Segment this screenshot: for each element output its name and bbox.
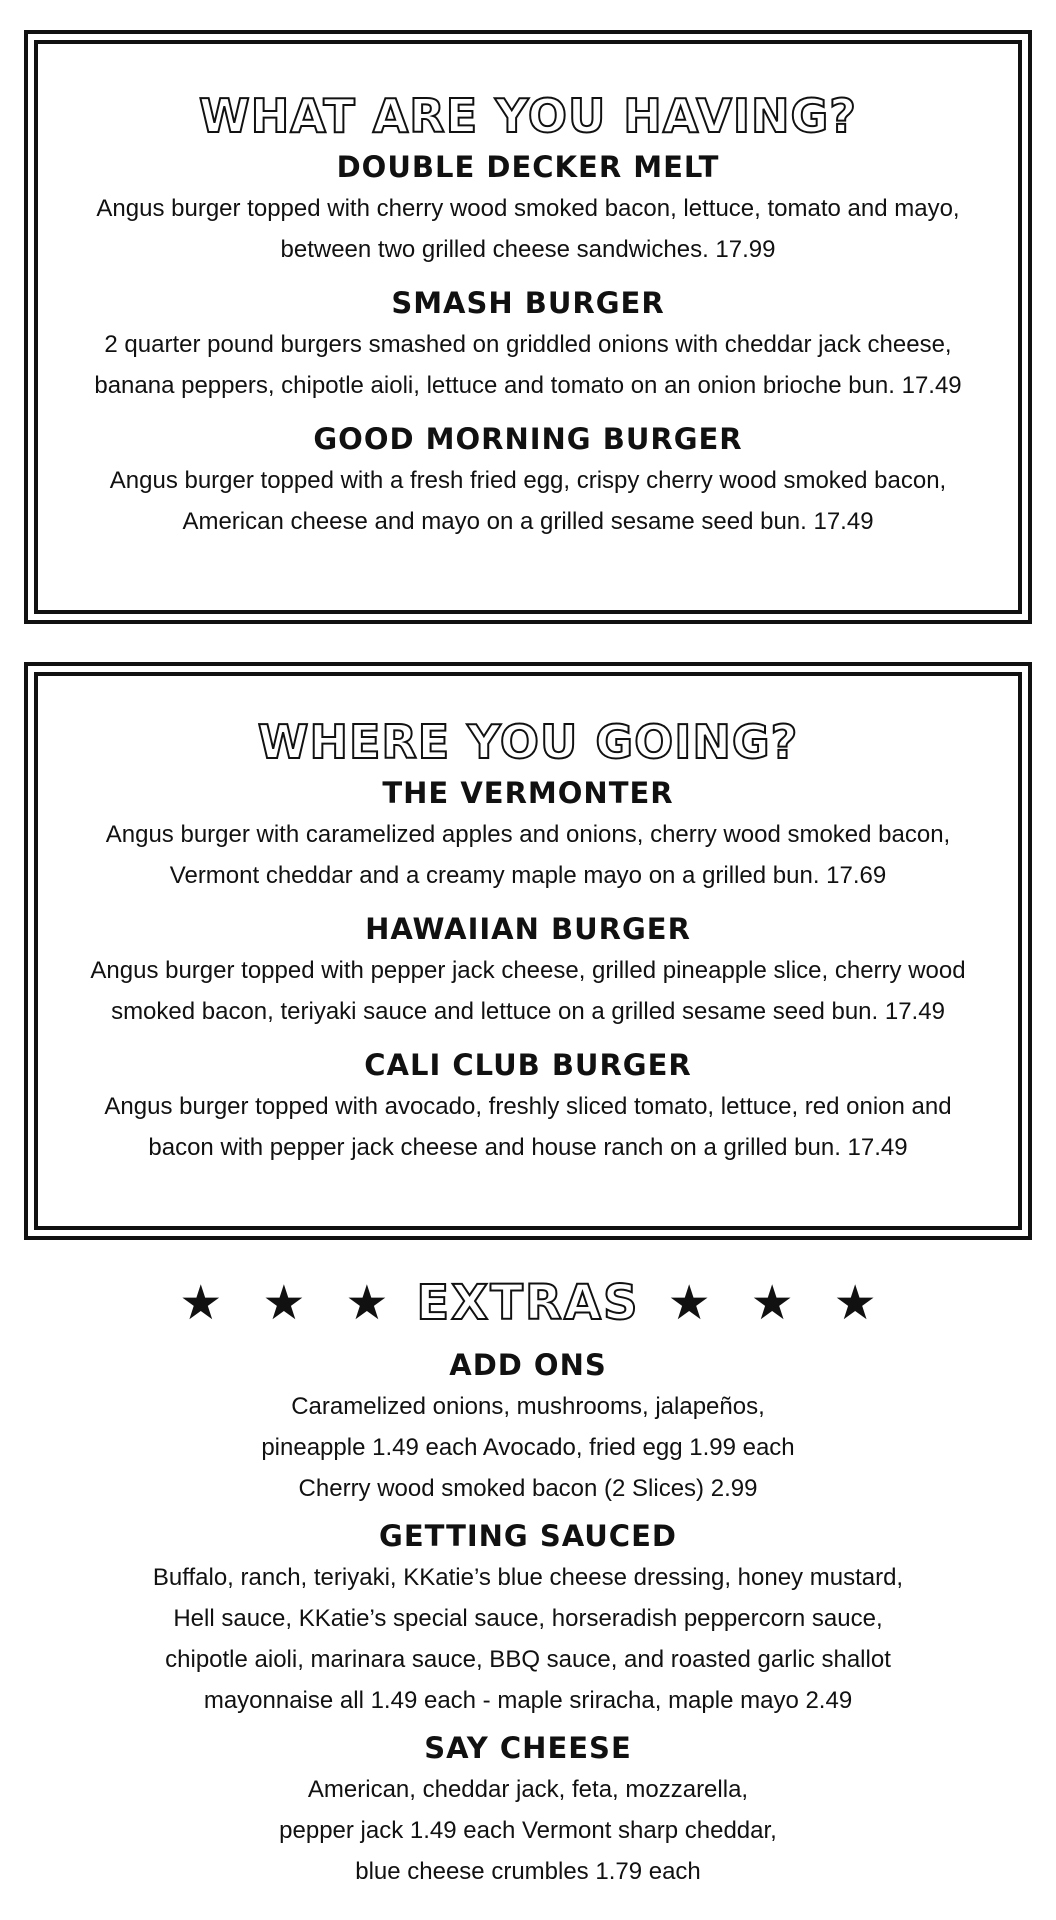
- menu-item-name: SMASH BURGER: [391, 286, 665, 320]
- menu-item-name: HAWAIIAN BURGER: [365, 912, 691, 946]
- menu-item-description: Angus burger topped with cherry wood smoked bacon, lettuce, tomato and mayo, between two grilled cheese sandwiches. 17.99: [96, 195, 960, 263]
- extras-title-row: [0, 1268, 1056, 1338]
- menu-item-name: CALI CLUB BURGER: [364, 1048, 692, 1082]
- menu-section-content: [28, 712, 1028, 1180]
- menu-box-what-are-you-having: [24, 30, 1032, 624]
- extras-item-name: SAY CHEESE: [424, 1731, 632, 1765]
- star-icon: ★: [262, 1275, 306, 1331]
- extras-title: EXTRAS: [416, 1275, 640, 1331]
- menu-item-description: Angus burger topped with avocado, freshly sliced tomato, lettuce, red onion and bacon with pepper jack cheese and house ranch on a grilled bun. 17.49: [104, 1093, 952, 1161]
- extras-item-name: GETTING SAUCED: [379, 1519, 677, 1553]
- menu-item-description: Angus burger topped with pepper jack cheese, grilled pineapple slice, cherry wood smoked bacon, teriyaki sauce and lettuce on a grilled sesame seed bun. 17.49: [90, 957, 966, 1025]
- extras-item-description: American, cheddar jack, feta, mozzarella, pepper jack 1.49 each Vermont sharp cheddar, blue cheese crumbles 1.79 each: [279, 1776, 777, 1885]
- menu-item-description: Angus burger topped with a fresh fried egg, crispy cherry wood smoked bacon, American cheese and mayo on a grilled sesame seed bun. 17.49: [109, 467, 947, 535]
- star-icon: ★: [750, 1275, 794, 1331]
- extras-item-name: ADD ONS: [449, 1348, 607, 1382]
- menu-section-content: [28, 86, 1028, 554]
- menu-item-name: DOUBLE DECKER MELT: [336, 150, 720, 184]
- star-icon: ★: [667, 1275, 711, 1331]
- section-title: WHERE YOU GOING?: [257, 715, 799, 769]
- menu-item-description: Angus burger with caramelized apples and onions, cherry wood smoked bacon, Vermont cheddar and a creamy maple mayo on a grilled bun. 17.69: [105, 821, 951, 889]
- menu-item-name: GOOD MORNING BURGER: [313, 422, 743, 456]
- star-icon: ★: [345, 1275, 389, 1331]
- extras-item-description: Buffalo, ranch, teriyaki, KKatie’s blue cheese dressing, honey mustard, Hell sauce, KKatie’s special sauce, horseradish peppercorn sauce, chipotle aioli, marinara sauce, BBQ sauce, and roasted garlic shallot mayonnaise all 1.49 each - maple sriracha, maple mayo 2.49: [152, 1564, 904, 1714]
- extras-section: [0, 1268, 1056, 1896]
- star-icon: ★: [833, 1275, 877, 1331]
- section-title: WHAT ARE YOU HAVING?: [199, 89, 857, 143]
- menu-item-name: THE VERMONTER: [382, 776, 674, 810]
- extras-item-description: Caramelized onions, mushrooms, jalapeños, pineapple 1.49 each Avocado, fried egg 1.99 each Cherry wood smoked bacon (2 Slices) 2.99: [261, 1393, 795, 1502]
- menu-item-description: 2 quarter pound burgers smashed on griddled onions with cheddar jack cheese, banana peppers, chipotle aioli, lettuce and tomato on an onion brioche bun. 17.49: [94, 331, 962, 399]
- star-icon: ★: [179, 1275, 223, 1331]
- menu-box-where-you-going: [24, 662, 1032, 1240]
